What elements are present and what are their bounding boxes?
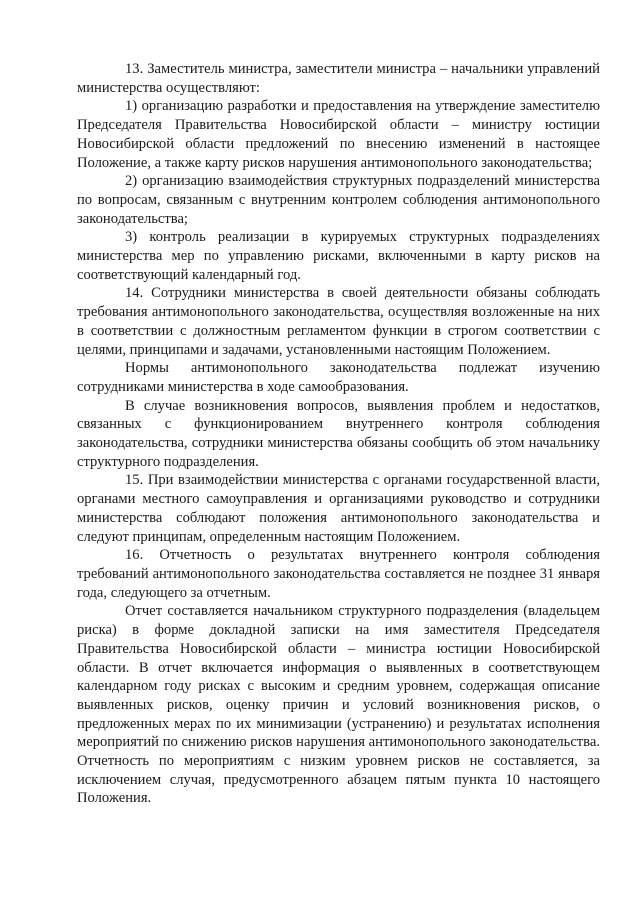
paragraph-13-item-2: 2) организацию взаимодействия структурных подразделений министерства по вопросам, связанным с внутренним контролем соблюдения антимонопольного законодательства; (77, 173, 600, 227)
paragraph-13-intro: 13. Заместитель министра, заместители министра – начальники управлений министерства осуществляют: (77, 61, 600, 96)
paragraph-14-norms: Нормы антимонопольного законодательства подлежат изучению сотрудниками министерства в ходе самообразования. (77, 360, 600, 395)
paragraph-16-report: Отчет составляется начальником структурного подразделения (владельцем риска) в форме докладной записки на имя заместителя Председателя Правительства Новосибирской области – министра юстиции Новосибирской области. В отчет включается информация о выявленных в соответствующем календарном году рисках с высоким и средним уровнем, содержащая описание выявленных рисков, оценку причин и условий возникновения рисков, о предложенных мерах по их минимизации (устранению) и результатах исполнения мероприятий по снижению рисков нарушения антимонопольного законодательства. Отчетность по мероприятиям с низким уровнем рисков не составляется, за исключением случая, предусмотренного абзацем пятым пункта 10 настоящего Положения. (77, 603, 600, 807)
paragraph-16: 16. Отчетность о результатах внутреннего контроля соблюдения требований антимонопольного законодательства составляется не позднее 31 января года, следующего за отчетным. (77, 547, 600, 601)
paragraph-14: 14. Сотрудники министерства в своей деятельности обязаны соблюдать требования антимонопольного законодательства, осуществляя возложенные на них в соответствии с должностным регламентом функции в строгом соответствии с целями, принципами и задачами, установленными настоящим Положением. (77, 285, 600, 358)
paragraph-13-item-3: 3) контроль реализации в курируемых структурных подразделениях министерства мер по управлению рисками, включенными в карту рисков на соответствующий календарный год. (77, 229, 600, 283)
paragraph-15: 15. При взаимодействии министерства с органами государственной власти, органами местного самоуправления и организациями руководство и сотрудники министерства соблюдают положения антимонопольного законодательства и следуют принципам, определенным настоящим Положением. (77, 472, 600, 545)
paragraph-13-item-1: 1) организацию разработки и предоставления на утверждение заместителю Председателя Правительства Новосибирской области – министру юстиции Новосибирской области предложений по внесению изменений в настоящее Положение, а также карту рисков нарушения антимонопольного законодательства; (77, 98, 600, 171)
paragraph-14-issues: В случае возникновения вопросов, выявления проблем и недостатков, связанных с функционированием внутреннего контроля соблюдения законодательства, сотрудники министерства обязаны сообщить об этом начальнику структурного подразделения. (77, 397, 600, 470)
document-page (77, 60, 600, 808)
